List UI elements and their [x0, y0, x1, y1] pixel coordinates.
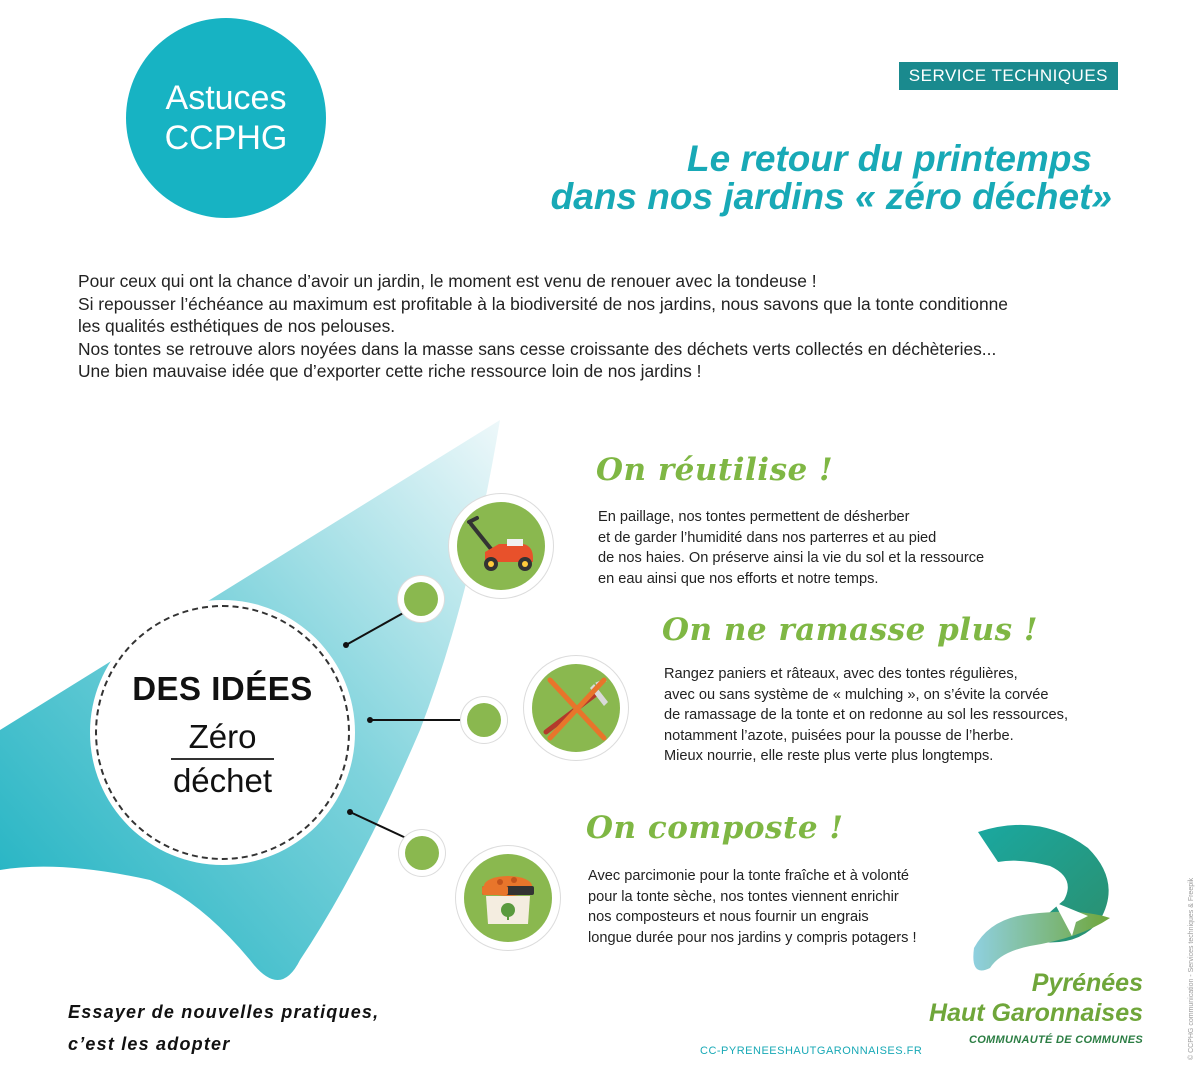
section-text-reutilise	[598, 507, 984, 589]
title-line1: Le retour du printemps	[687, 138, 1092, 179]
lawnmower-icon	[449, 494, 553, 598]
section-line: pour la tonte sèche, nos tontes viennent enrichir	[588, 888, 899, 905]
compost-bin-icon	[456, 846, 560, 950]
section-text-composte	[588, 866, 917, 948]
section-line: en eau ainsi que nos efforts et notre temps.	[598, 570, 879, 587]
website-link[interactable]: CC-PYRENEESHAUTGARONNAISES.FR	[700, 1045, 923, 1057]
section-title-composte: On composte !	[586, 810, 844, 846]
tagline-line1: Essayer de nouvelles pratiques,	[68, 1002, 380, 1022]
intro-line: Une bien mauvaise idée que d’exporter cette riche ressource loin de nos jardins !	[78, 361, 702, 382]
section-line: notamment l’azote, puisées pour la pousse de l’herbe.	[664, 727, 1014, 744]
zero-dechet-circle	[90, 600, 355, 865]
logo-line1: Pyrénées	[1031, 969, 1143, 997]
tagline	[68, 996, 379, 1060]
section-line: et de garder l’humidité dans nos parterres et au pied	[598, 529, 937, 546]
section-line: avec ou sans système de « mulching », on s’évite la corvée	[664, 686, 1049, 703]
page-title	[352, 140, 1112, 216]
crossed-rake-icon	[524, 656, 628, 760]
tagline-line2: c’est les adopter	[68, 1034, 231, 1054]
connector-dot	[461, 697, 507, 743]
intro-line: Nos tontes se retrouve alors noyées dans la masse sans cesse croissante des déchets verts collectés en déchèteries...	[78, 338, 997, 359]
badge-line1: Astuces	[165, 78, 287, 117]
connector-dot	[398, 576, 444, 622]
service-label: SERVICE TECHNIQUES	[899, 62, 1118, 90]
logo-subtitle: COMMUNAUTÉ DE COMMUNES	[968, 1034, 1143, 1046]
section-line: de nos haies. On préserve ainsi la vie du sol et la ressource	[598, 550, 985, 566]
title-line2: dans nos jardins « zéro déchet»	[550, 176, 1112, 217]
logo-name	[929, 968, 1143, 1028]
intro-line: les qualités esthétiques de nos pelouses.	[78, 316, 396, 337]
section-text-ramasse	[664, 664, 1068, 767]
astuces-badge	[126, 18, 326, 218]
section-line: Rangez paniers et râteaux, avec des tontes régulières,	[664, 666, 1018, 682]
section-title-ramasse: On ne ramasse plus !	[662, 612, 1038, 648]
section-line: longue durée pour nos jardins y compris potagers !	[588, 929, 917, 946]
intro-line: Si repousser l’échéance au maximum est profitable à la biodiversité de nos jardins, nous savons que la tonte conditionne	[78, 293, 1008, 314]
connector-dot	[399, 830, 445, 876]
dashed-ring	[95, 605, 350, 860]
intro-text	[78, 270, 1148, 383]
zero-label: Zéro	[171, 718, 275, 760]
section-line: Mieux nourrie, elle reste plus verte plus longtemps.	[664, 748, 994, 764]
section-line: Avec parcimonie pour la tonte fraîche et à volonté	[588, 868, 909, 884]
ccphg-logo-icon	[960, 818, 1130, 988]
section-line: En paillage, nos tontes permettent de désherber	[598, 509, 910, 525]
logo-line2: Haut Garonnaises	[929, 999, 1143, 1027]
dechet-label: déchet	[172, 762, 273, 799]
section-line: nos composteurs et nous fournir un engrais	[588, 909, 869, 925]
section-title-reutilise: On réutilise !	[596, 452, 834, 488]
credit-text: © CCPHG communication - Services techniques & Freepik	[1188, 877, 1195, 1060]
section-line: de ramassage de la tonte et on redonne au sol les ressources,	[664, 707, 1069, 723]
intro-line: Pour ceux qui ont la chance d’avoir un jardin, le moment est venu de renouer avec la tondeuse !	[78, 271, 817, 291]
badge-line2: CCPHG	[164, 119, 288, 157]
ideas-title: DES IDÉES	[132, 670, 313, 707]
